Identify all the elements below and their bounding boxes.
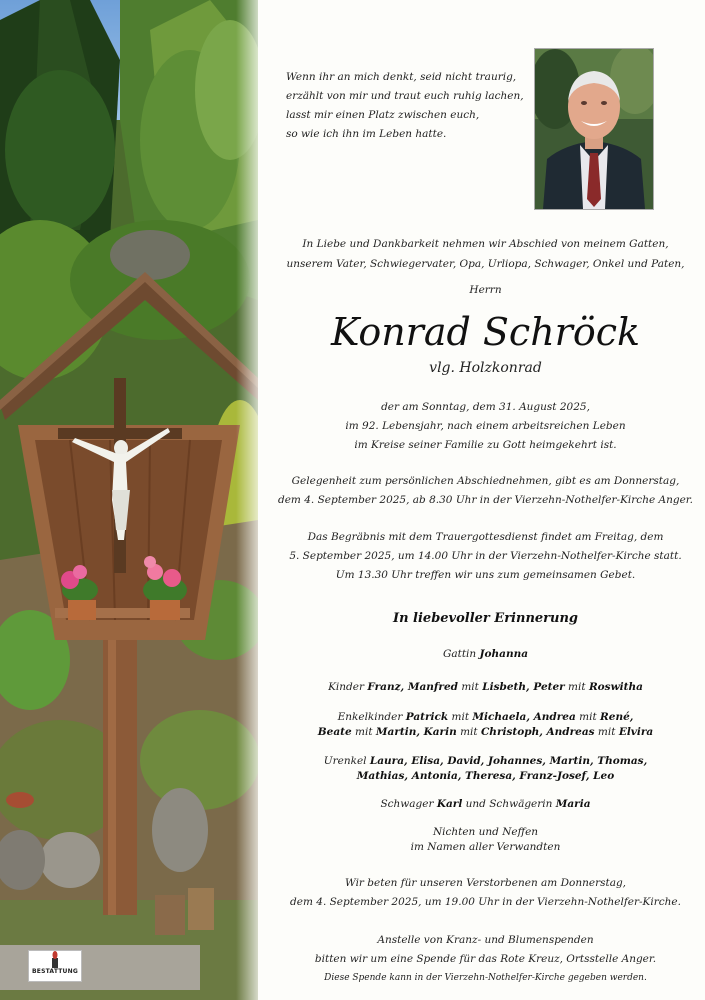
mit-word: mit [568, 681, 586, 693]
intro-line: In Liebe und Dankbarkeit nehmen wir Abschied von meinem Gatten, [302, 238, 669, 250]
family-in-laws [266, 798, 705, 810]
wife-name: Johanna [479, 648, 529, 660]
great-grandchild-names: Laura, Elisa, David, Johannes, Martin, Thomas, [369, 755, 648, 767]
grandchild-name: Martin, Karin [375, 726, 457, 738]
mit-word: mit [579, 711, 597, 723]
wife-label: Gattin [442, 648, 477, 660]
mit-word: mit [460, 726, 478, 738]
prayer-line: dem 4. September 2025, um 19.00 Uhr in der Vierzehn-Nothelfer-Kirche. [290, 896, 681, 908]
grandchild-name: Beate [317, 726, 352, 738]
grandchildren-label: Enkelkinder [337, 711, 403, 723]
donation-line: bitten wir um eine Spende für das Rote Kreuz, Ortsstelle Anger. [314, 953, 657, 965]
candle-icon [29, 951, 81, 969]
family-children [266, 681, 705, 693]
memorial-poem [286, 68, 524, 144]
death-line: im 92. Lebensjahr, nach einem arbeitsreichen Leben [345, 420, 626, 432]
great-grandchildren-label: Urenkel [323, 755, 367, 767]
family-great-grandchildren [266, 755, 705, 767]
funeral-line: 5. September 2025, um 14.00 Uhr in der Vierzehn-Nothelfer-Kirche statt. [289, 550, 682, 562]
grandchild-name: René, [600, 711, 634, 723]
grandchild-name: Elvira [618, 726, 654, 738]
deceased-name: Konrad Schröck [330, 310, 641, 354]
donation-note: Diese Spende kann in der Vierzehn-Nothelfer-Kirche gegeben werden. [324, 973, 647, 983]
sister-in-law-label: und Schwägerin [465, 798, 553, 810]
funeral-line: Um 13.30 Uhr treffen wir uns zum gemeinsamen Gebet. [335, 569, 636, 581]
poem-line: erzählt von mir und traut euch ruhig lachen, [286, 90, 524, 102]
family-others: Nichten und Neffen [432, 826, 539, 838]
mit-word: mit [355, 726, 373, 738]
funeral-home-logo [28, 950, 82, 982]
memorial-heading: In liebevoller Erinnerung [392, 611, 579, 626]
family-wife [266, 648, 705, 660]
children-names: Lisbeth, Peter [482, 681, 565, 693]
poem-line: so wie ich ihn im Leben hatte. [286, 128, 447, 140]
farewell-line: Gelegenheit zum persönlichen Abschiednehmen, gibt es am Donnerstag, [291, 475, 680, 487]
grandchild-name: Michaela, Andrea [472, 711, 576, 723]
family-great-grandchildren [266, 770, 705, 782]
wayside-cross-photo [0, 0, 258, 1000]
death-line: im Kreise seiner Familie zu Gott heimgekehrt ist. [354, 439, 617, 451]
mit-word: mit [451, 711, 470, 723]
funeral-line: Das Begräbnis mit dem Trauergottesdienst findet am Freitag, dem [307, 531, 664, 543]
farewell-line: dem 4. September 2025, ab 8.30 Uhr in der Vierzehn-Nothelfer-Kirche Anger. [278, 494, 693, 506]
children-names: Roswitha [588, 681, 643, 693]
salutation: Herrn [469, 284, 502, 296]
intro-line: unserem Vater, Schwiegervater, Opa, Urliopa, Schwager, Onkel und Paten, [286, 258, 685, 270]
brother-in-law-name: Karl [436, 798, 463, 810]
family-others: im Namen aller Verwandten [410, 841, 561, 853]
brother-in-law-label: Schwager [380, 798, 434, 810]
death-line: der am Sonntag, dem 31. August 2025, [381, 401, 590, 413]
sister-in-law-name: Maria [555, 798, 591, 810]
grandchild-name: Christoph, Andreas [480, 726, 595, 738]
children-label: Kinder [328, 681, 364, 693]
poem-line: Wenn ihr an mich denkt, seid nicht traurig, [286, 71, 517, 83]
obituary-text-panel [266, 0, 705, 1000]
great-grandchild-names: Mathias, Antonia, Theresa, Franz-Josef, Leo [356, 770, 615, 782]
grandchild-name: Patrick [405, 711, 449, 723]
prayer-line: Wir beten für unseren Verstorbenen am Donnerstag, [344, 877, 627, 889]
deceased-nickname: vlg. Holzkonrad [429, 360, 542, 376]
mit-word: mit [597, 726, 616, 738]
poem-line: lasst mir einen Platz zwischen euch, [286, 109, 480, 121]
deceased-portrait [534, 48, 654, 210]
donation-line: Anstelle von Kranz- und Blumenspenden [377, 934, 594, 946]
mit-word: mit [461, 681, 479, 693]
family-grandchildren [266, 726, 705, 738]
family-grandchildren [266, 711, 705, 723]
logo-text: BESTATTUNG [32, 968, 78, 975]
children-names: Franz, Manfred [367, 681, 458, 693]
